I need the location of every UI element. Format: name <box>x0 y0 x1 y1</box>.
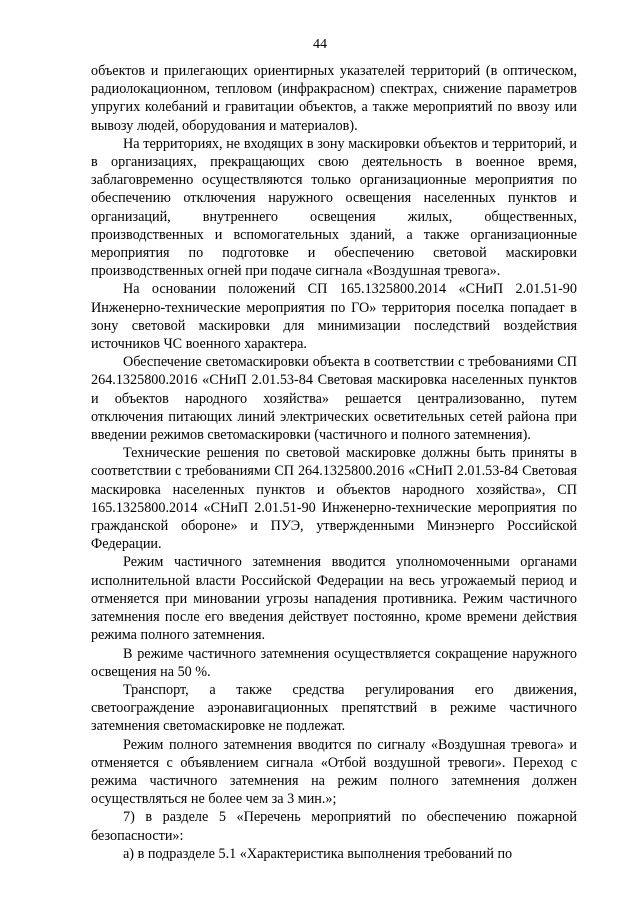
paragraph: На территориях, не входящих в зону маскировки объектов и территорий, и в организациях, прекращающих свою деятельность в военное время, заблаговременно осуществляются только организационные мероприятия по обеспечению отключения наружного освещения населенных пунктов и организаций, внутреннего освещения жилых, общественных, производственных и вспомогательных зданий, а также организационные мероприятия по подготовке и обеспечению световой маскировки производственных огней при подаче сигнала «Воздушная тревога». <box>91 135 577 280</box>
paragraph: На основании положений СП 165.1325800.2014 «СНиП 2.01.51-90 Инженерно-технические мероприятия по ГО» территория поселка попадает в зону световой маскировки для минимизации последствий воздействия источников ЧС военного характера. <box>91 281 577 353</box>
paragraph: Обеспечение светомаскировки объекта в соответствии с требованиями СП 264.1325800.2016 «СНиП 2.01.53-84 Световая маскировка населенных пунктов и объектов народного хозяйства» решается централизованно, путем отключения питающих линий электрических осветительных сетей района при введении режимов светомаскировки (частичного и полного затемнения). <box>91 354 577 444</box>
paragraph: Режим частичного затемнения вводится уполномоченными органами исполнительной власти Российской Федерации на весь угрожаемый период и отменяется при миновании угрозы нападения противника. Режим частичного затемнения после его введения действует постоянно, кроме времени действия режима полного затемнения. <box>91 554 577 644</box>
paragraph: Транспорт, а также средства регулирования его движения, светоограждение аэронавигационных препятствий в режиме частичного затемнения светомаскировке не подлежат. <box>91 681 577 735</box>
paragraph: 7) в разделе 5 «Перечень мероприятий по обеспечению пожарной безопасности»: <box>91 809 577 844</box>
paragraph: Режим полного затемнения вводится по сигналу «Воздушная тревога» и отменяется с объявлением сигнала «Отбой воздушной тревоги». Переход с режима частичного затемнения на режим полного затемнения должен осуществляться не более чем за 3 мин.»; <box>91 736 577 808</box>
paragraph: Технические решения по световой маскировке должны быть приняты в соответствии с требованиями СП 264.1325800.2016 «СНиП 2.01.53-84 Световая маскировка населенных пунктов и объектов народного хозяйства», СП 165.1325800.2014 «СНиП 2.01.51-90 Инженерно-технические мероприятия по гражданской обороне» и ПУЭ, утвержденными Минэнерго Российской Федерации. <box>91 445 577 553</box>
document-body <box>91 62 577 863</box>
paragraph: объектов и прилегающих ориентирных указателей территорий (в оптическом, радиолокационном, тепловом (инфракрасном) спектрах, снижение параметров упругих колебаний и гравитации объектов, а также мероприятий по ввозу или вывозу людей, оборудования и материалов). <box>91 63 577 134</box>
paragraph-truncated: а) в подразделе 5.1 «Характеристика выполнения требований по <box>123 845 513 862</box>
page-number: 44 <box>313 37 327 52</box>
paragraph: В режиме частичного затемнения осуществляется сокращение наружного освещения на 50 %. <box>91 645 577 680</box>
